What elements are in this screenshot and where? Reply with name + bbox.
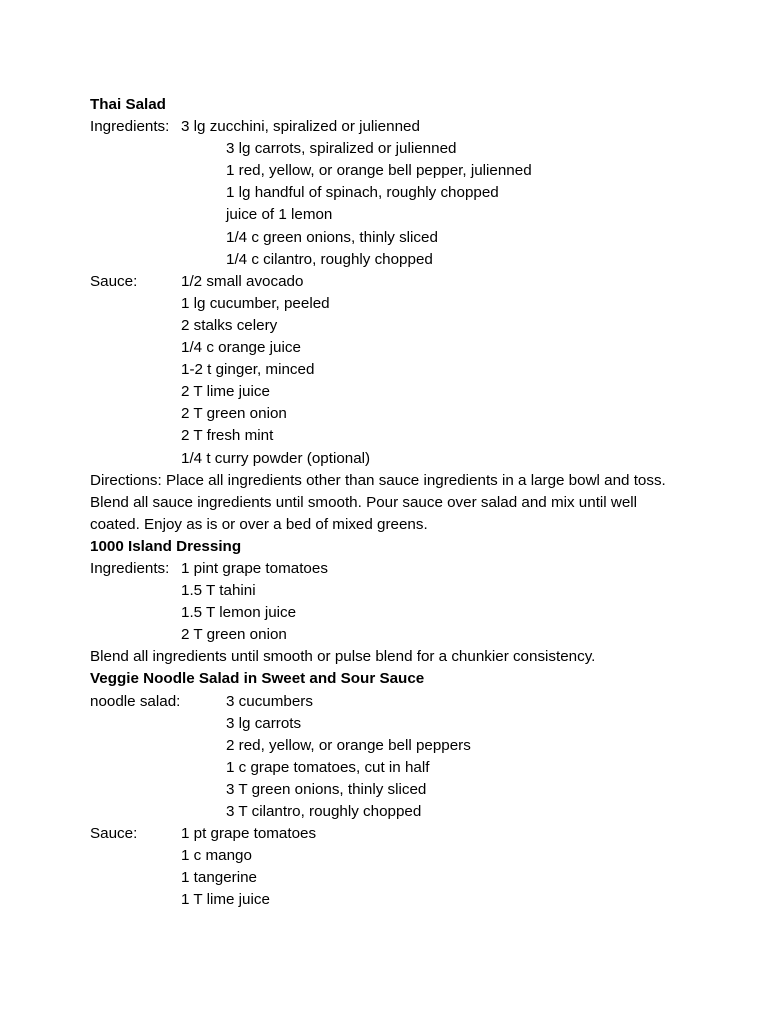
ingredient-item: 1 pint grape tomatoes [181, 559, 328, 577]
ingredient-item: 1/4 c cilantro, roughly chopped [226, 250, 433, 268]
ingredients-label: Ingredients: [90, 118, 170, 136]
ingredient-item: 3 lg carrots, spiralized or julienned [226, 140, 457, 158]
sauce-item: 2 T green onion [181, 405, 287, 423]
recipe-title-veggie-noodle: Veggie Noodle Salad in Sweet and Sour Sauce [90, 670, 425, 688]
ingredient-row [90, 116, 690, 138]
salad-item: 3 T green onions, thinly sliced [226, 780, 427, 798]
sauce-item: 1/2 small avocado [181, 272, 304, 290]
ingredient-item: 1 red, yellow, or orange bell pepper, julienned [226, 162, 532, 180]
salad-item: 3 T cilantro, roughly chopped [226, 803, 422, 820]
directions-paragraph: Blend all ingredients until smooth or pulse blend for a chunkier consistency. [90, 648, 596, 666]
salad-row [90, 691, 690, 713]
directions-paragraph: Directions: Place all ingredients other than sauce ingredients in a large bowl and toss. Blend all sauce ingredients until smooth. Pour sauce over salad and mix until well coated. Enjoy as is or over a bed of mixed greens. [90, 471, 666, 533]
salad-item: 3 cucumbers [226, 692, 313, 710]
sauce-item: 2 stalks celery [181, 316, 278, 334]
sauce-item: 2 T lime juice [181, 383, 270, 401]
sauce-item: 1 lg cucumber, peeled [181, 294, 330, 312]
ingredient-item: 1.5 T lemon juice [181, 604, 297, 622]
ingredient-item: 1 lg handful of spinach, roughly chopped [226, 184, 499, 202]
ingredient-item: 1/4 c green onions, thinly sliced [226, 228, 438, 246]
ingredient-item: 3 lg zucchini, spiralized or julienned [181, 118, 420, 136]
sauce-item: 1 pt grape tomatoes [181, 825, 317, 843]
noodle-salad-label: noodle salad: [90, 692, 181, 710]
salad-item: 1 c grape tomatoes, cut in half [226, 758, 430, 776]
sauce-item: 1-2 t ginger, minced [181, 361, 315, 379]
ingredients-label: Ingredients: [90, 559, 170, 577]
sauce-row [90, 271, 690, 293]
recipe-title-island-dressing: 1000 Island Dressing [90, 537, 242, 555]
ingredient-row [90, 558, 690, 580]
sauce-item: 1 c mango [181, 847, 252, 865]
sauce-item: 1/4 t curry powder (optional) [181, 449, 371, 467]
sauce-item: 1 tangerine [181, 869, 257, 887]
sauce-row [90, 823, 690, 845]
recipe-title-thai-salad: Thai Salad [90, 96, 166, 113]
sauce-item: 1/4 c orange juice [181, 339, 301, 357]
recipe-document [90, 94, 690, 911]
sauce-label: Sauce: [90, 825, 138, 843]
ingredient-item: juice of 1 lemon [226, 206, 333, 224]
ingredient-item: 2 T green onion [181, 626, 287, 644]
salad-item: 3 lg carrots [226, 714, 302, 732]
sauce-item: 2 T fresh mint [181, 427, 274, 445]
sauce-label: Sauce: [90, 272, 138, 290]
ingredient-item: 1.5 T tahini [181, 582, 256, 600]
salad-item: 2 red, yellow, or orange bell peppers [226, 736, 471, 754]
sauce-item: 1 T lime juice [181, 891, 270, 909]
